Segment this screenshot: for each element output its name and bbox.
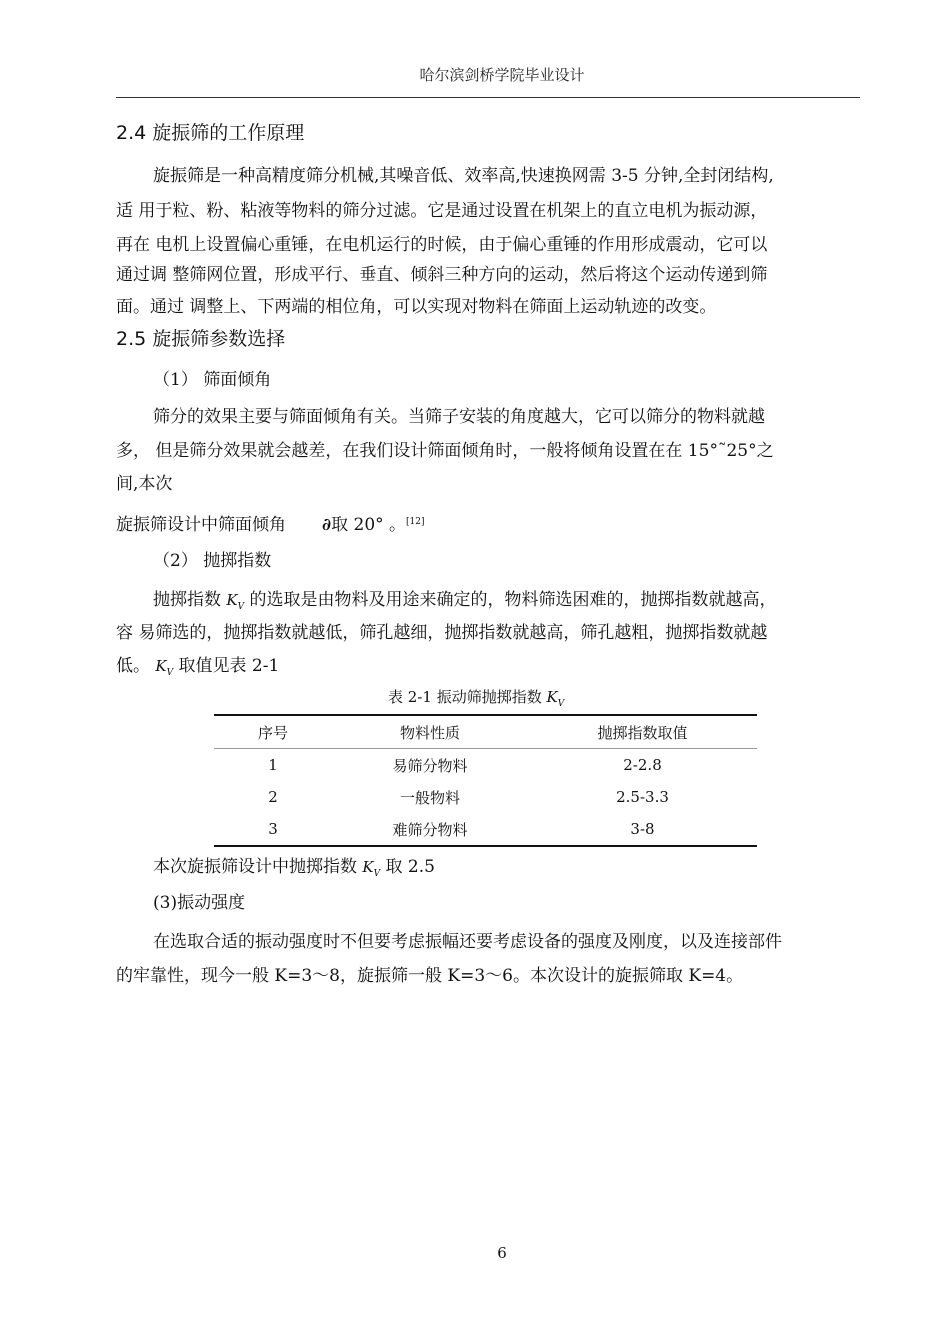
paragraph-line: 适 用于粒、粉、粘液等物料的筛分过滤。它是通过设置在机架上的直立电机为振动源， — [116, 201, 768, 221]
table-header-cell: 抛掷指数取值 — [597, 723, 688, 742]
page-number: 6 — [497, 1244, 507, 1262]
table-cell: 一般物料 — [399, 788, 460, 807]
text-segment: 的选取是由物料及用途来确定的，物料筛选困难的，抛掷指数就越高， — [244, 590, 777, 610]
section-2-4-heading: 2.4 旋振筛的工作原理 — [116, 122, 305, 144]
kv-letter: K — [226, 591, 238, 609]
table-row — [214, 749, 757, 782]
table-header-cell: 序号 — [257, 723, 288, 742]
table-caption — [388, 686, 564, 709]
text-segment: 取 2.5 — [380, 857, 435, 877]
page-header-title: 哈尔滨剑桥学院毕业设计 — [419, 66, 585, 84]
paragraph-line: 在选取合适的振动强度时不但要考虑振幅还要考虑设备的强度及刚度，以及连接部件 — [153, 932, 782, 952]
paragraph-line: 面。通过 调整上、下两端的相位角，可以实现对物料在筛面上运动轨迹的改变。 — [116, 297, 717, 317]
table-cell: 1 — [268, 756, 278, 774]
table-cell: 难筛分物料 — [392, 820, 468, 839]
kv-letter: K — [155, 657, 167, 675]
kv-subscript: V — [237, 602, 245, 612]
paragraph-line: 间,本次 — [116, 474, 173, 494]
paragraph-line: 多， 但是筛分效果就会越差，在我们设计筛面倾角时，一般将倾角设置在在 15°˜25°之 — [116, 441, 774, 461]
header-divider — [116, 97, 860, 98]
table-header-cell: 物料性质 — [399, 723, 460, 742]
item-1-title: （1） 筛面倾角 — [153, 370, 272, 390]
text-segment: 抛掷指数 — [153, 590, 227, 610]
paragraph-line: 的牢靠性，现今一般 K=3～8，旋振筛一般 K=3～6。本次设计的旋振筛取 K=4。 — [116, 966, 744, 986]
paragraph-line: 容 易筛选的，抛掷指数就越低，筛孔越细，抛掷指数就越高，筛孔越粗，抛掷指数就越 — [116, 623, 768, 643]
paragraph-line — [153, 585, 777, 612]
kv-symbol — [546, 688, 565, 709]
paragraph-line — [153, 852, 435, 879]
kv-letter: K — [362, 858, 374, 876]
paragraph-line: 筛分的效果主要与筛面倾角有关。当筛子安装的角度越大，它可以筛分的物料就越 — [153, 407, 765, 427]
item-2-title: （2） 抛掷指数 — [153, 551, 272, 571]
inclination-text: 旋振筛设计中筛面倾角 — [116, 515, 286, 535]
table-cell: 2-2.8 — [623, 756, 662, 774]
paragraph-line — [116, 651, 279, 678]
throw-index-table — [214, 714, 757, 847]
section-2-5-heading: 2.5 旋振筛参数选择 — [116, 328, 286, 350]
table-header-row — [214, 715, 757, 749]
table-cell: 3 — [268, 820, 278, 838]
kv-symbol — [362, 858, 381, 879]
text-segment: 取值见表 2-1 — [173, 656, 280, 676]
kv-subscript: V — [373, 869, 381, 879]
paragraph-line: 再在 电机上设置偏心重锤，在电机运行的时候，由于偏心重锤的作用形成震动，它可以 — [116, 235, 768, 255]
table-cell: 3-8 — [630, 820, 655, 838]
kv-subscript: V — [166, 668, 174, 678]
kv-symbol — [155, 657, 174, 678]
caption-text: 表 2-1 振动筛抛掷指数 — [388, 688, 547, 706]
kv-letter: K — [546, 688, 558, 706]
item-3-title: (3)振动强度 — [153, 893, 246, 913]
inclination-value: 取 20° 。 — [331, 515, 407, 535]
text-segment: 本次旋振筛设计中抛掷指数 — [153, 857, 363, 877]
paragraph-line: 通过调 整筛网位置，形成平行、垂直、倾斜三种方向的运动，然后将这个运动传递到筛 — [116, 265, 768, 285]
kv-subscript: V — [557, 699, 565, 709]
kv-symbol — [226, 591, 245, 612]
reference-mark: [12] — [406, 517, 425, 527]
angle-symbol: ∂ — [322, 515, 332, 535]
table-cell: 2 — [268, 788, 278, 806]
table-row — [214, 813, 757, 846]
text-segment: 低。 — [116, 656, 156, 676]
paragraph-line — [116, 510, 425, 535]
table-cell: 2.5-3.3 — [616, 788, 669, 806]
table-row — [214, 781, 757, 813]
table-cell: 易筛分物料 — [392, 756, 468, 775]
paragraph-line: 旋振筛是一种高精度筛分机械,其噪音低、效率高,快速换网需 3-5 分钟,全封闭结构, — [153, 166, 774, 186]
